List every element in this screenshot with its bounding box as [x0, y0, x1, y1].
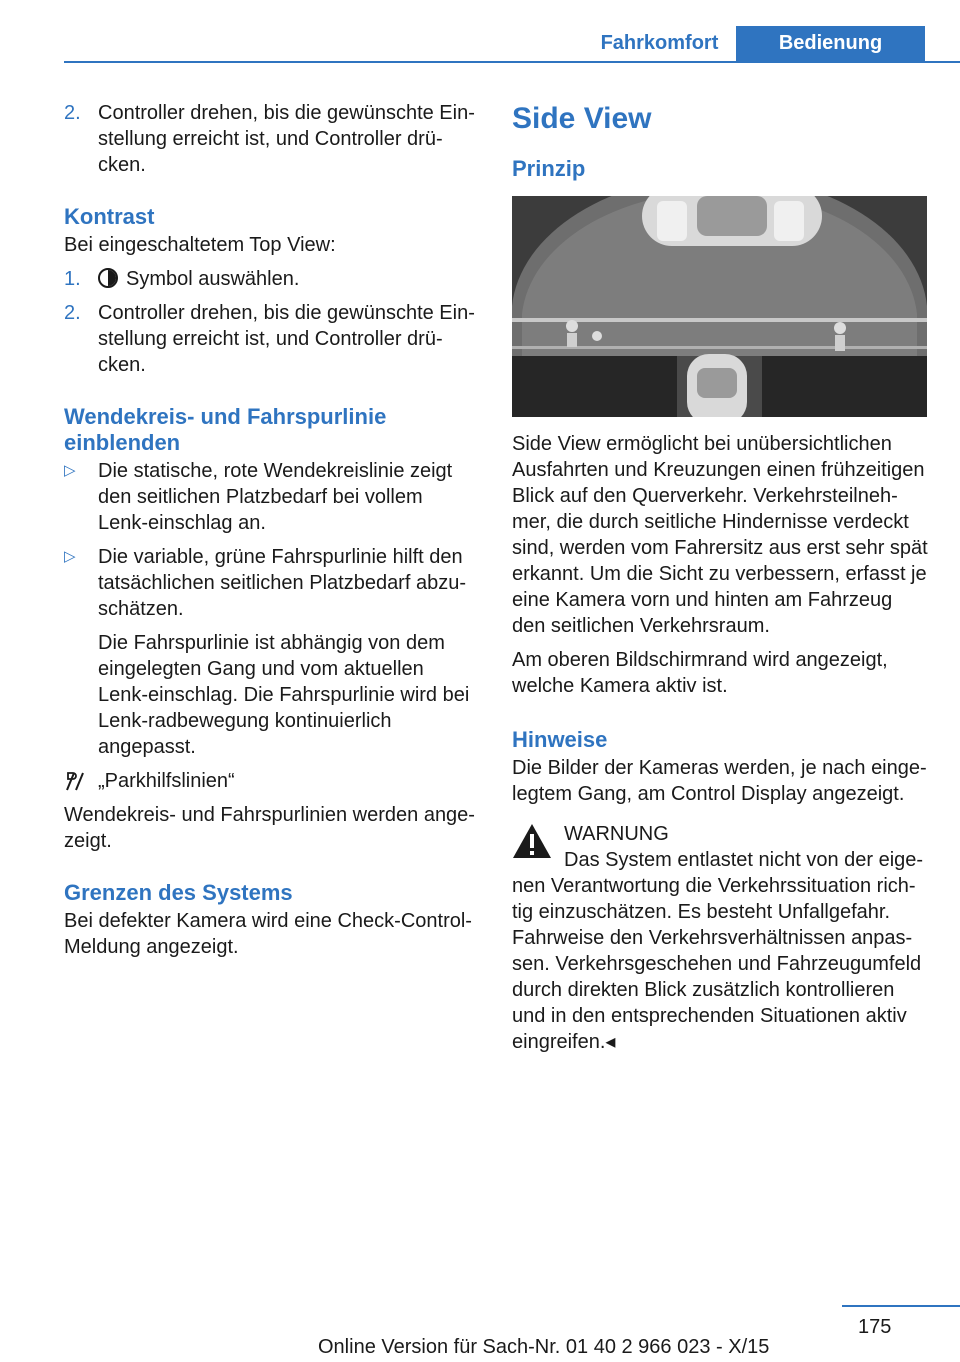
step-text: Controller drehen, bis die gewünschte Ein-stellung erreicht ist, und Controller drü-cken. [98, 102, 475, 176]
list-item [64, 100, 478, 178]
hinweise-text: Die Bilder der Kameras werden, je nach einge-legtem Gang, am Control Display angezeigt. [512, 757, 927, 805]
step-number: 1. [64, 268, 81, 290]
step-number: 2. [64, 302, 81, 324]
kontrast-steps [64, 266, 478, 378]
footer-rule [842, 1305, 960, 1307]
warning-icon [512, 823, 552, 859]
parkhilfslinien-note: Wendekreis- und Fahrspurlinien werden ange-zeigt. [64, 804, 475, 852]
list-item [64, 544, 478, 760]
setting-label: „Parkhilfslinien“ [98, 770, 235, 792]
kontrast-heading: Kontrast [64, 204, 155, 229]
step-number: 2. [64, 102, 81, 124]
prinzip-paragraph-2: Am oberen Bildschirmrand wird angezeigt, welche Kamera aktiv ist. [512, 649, 888, 697]
section-title: Side View [512, 102, 652, 135]
grenzen-text: Bei defekter Kamera wird eine Check-Control-Meldung angezeigt. [64, 910, 472, 958]
warning-title: WARNUNG [564, 823, 669, 845]
bullet-text: Die variable, grüne Fahrspurlinie hilft den tatsächlichen seitlichen Platzbedarf abzu-schätzen. [98, 546, 466, 620]
page-number: 175 [858, 1316, 892, 1338]
contrast-icon [98, 268, 118, 288]
header-rule [64, 61, 960, 63]
wendekreis-heading: Wendekreis- und Fahrspurlinie einblenden [64, 404, 387, 455]
step-text: Symbol auswählen. [126, 268, 300, 290]
bullet-subtext: Die Fahrspurlinie ist abhängig von dem eingelegten Gang und vom aktuellen Lenk-einschlag. Die Fahrspurlinie wird bei Lenk-radbewegung kontinuierlich angepasst. [98, 632, 470, 758]
prinzip-paragraph-1: Side View ermöglicht bei unübersichtlichen Ausfahrten und Kreuzungen einen frühzeitigen Blick auf den Querverkehr. Verkehrsteilneh-mer, die durch seitliche Hindernisse verdeckt sind, werden vom Fahrersitz aus erst sehr spät erkannt. Um die Sicht zu verbessern, erfasst je eine Kamera vorn und hinten am Fahrzeug den seitlichen Verkehrsraum. [512, 433, 928, 637]
hinweise-heading: Hinweise [512, 727, 608, 752]
list-item [64, 300, 478, 378]
left-column [64, 100, 478, 968]
grenzen-heading: Grenzen des Systems [64, 880, 293, 905]
parking-lines-icon [64, 770, 86, 792]
triangle-bullet-icon: ▷ [64, 548, 76, 565]
warning-text: Das System entlastet nicht von der eige-nen Verantwortung die Verkehrssituation rich-tig einzuschätzen. Es besteht Unfallgefahr. Fahrweise den Verkehrsverhältnissen anpas-sen. Verkehrsgeschehen und Fahrzeugumfeld durch direkten Blick zusätzlich kontrollieren und in den entsprechenden Situationen aktiv eingreifen.◂ [512, 849, 924, 1053]
list-item [64, 458, 478, 536]
list-item [64, 266, 478, 292]
warning-block [512, 821, 930, 1055]
step-text: Controller drehen, bis die gewünschte Ein-stellung erreicht ist, und Controller drü-cken. [98, 302, 475, 376]
prinzip-heading: Prinzip [512, 156, 586, 181]
tab-bedienung[interactable]: Bedienung [736, 26, 925, 61]
wendekreis-bullets [64, 458, 478, 760]
step-list-continued [64, 100, 478, 178]
triangle-bullet-icon: ▷ [64, 462, 76, 479]
side-view-illustration [512, 196, 927, 417]
footer-text: Online Version für Sach-Nr. 01 40 2 966 023 - X/15 [318, 1336, 770, 1358]
bullet-text: Die statische, rote Wendekreislinie zeigt den seitlichen Platzbedarf bei vollem Lenk-einschlag an. [98, 460, 453, 534]
right-column [512, 100, 930, 1055]
parkhilfslinien-setting [64, 768, 478, 794]
tab-fahrkomfort[interactable]: Fahrkomfort [582, 26, 737, 61]
kontrast-intro: Bei eingeschaltetem Top View: [64, 234, 336, 256]
